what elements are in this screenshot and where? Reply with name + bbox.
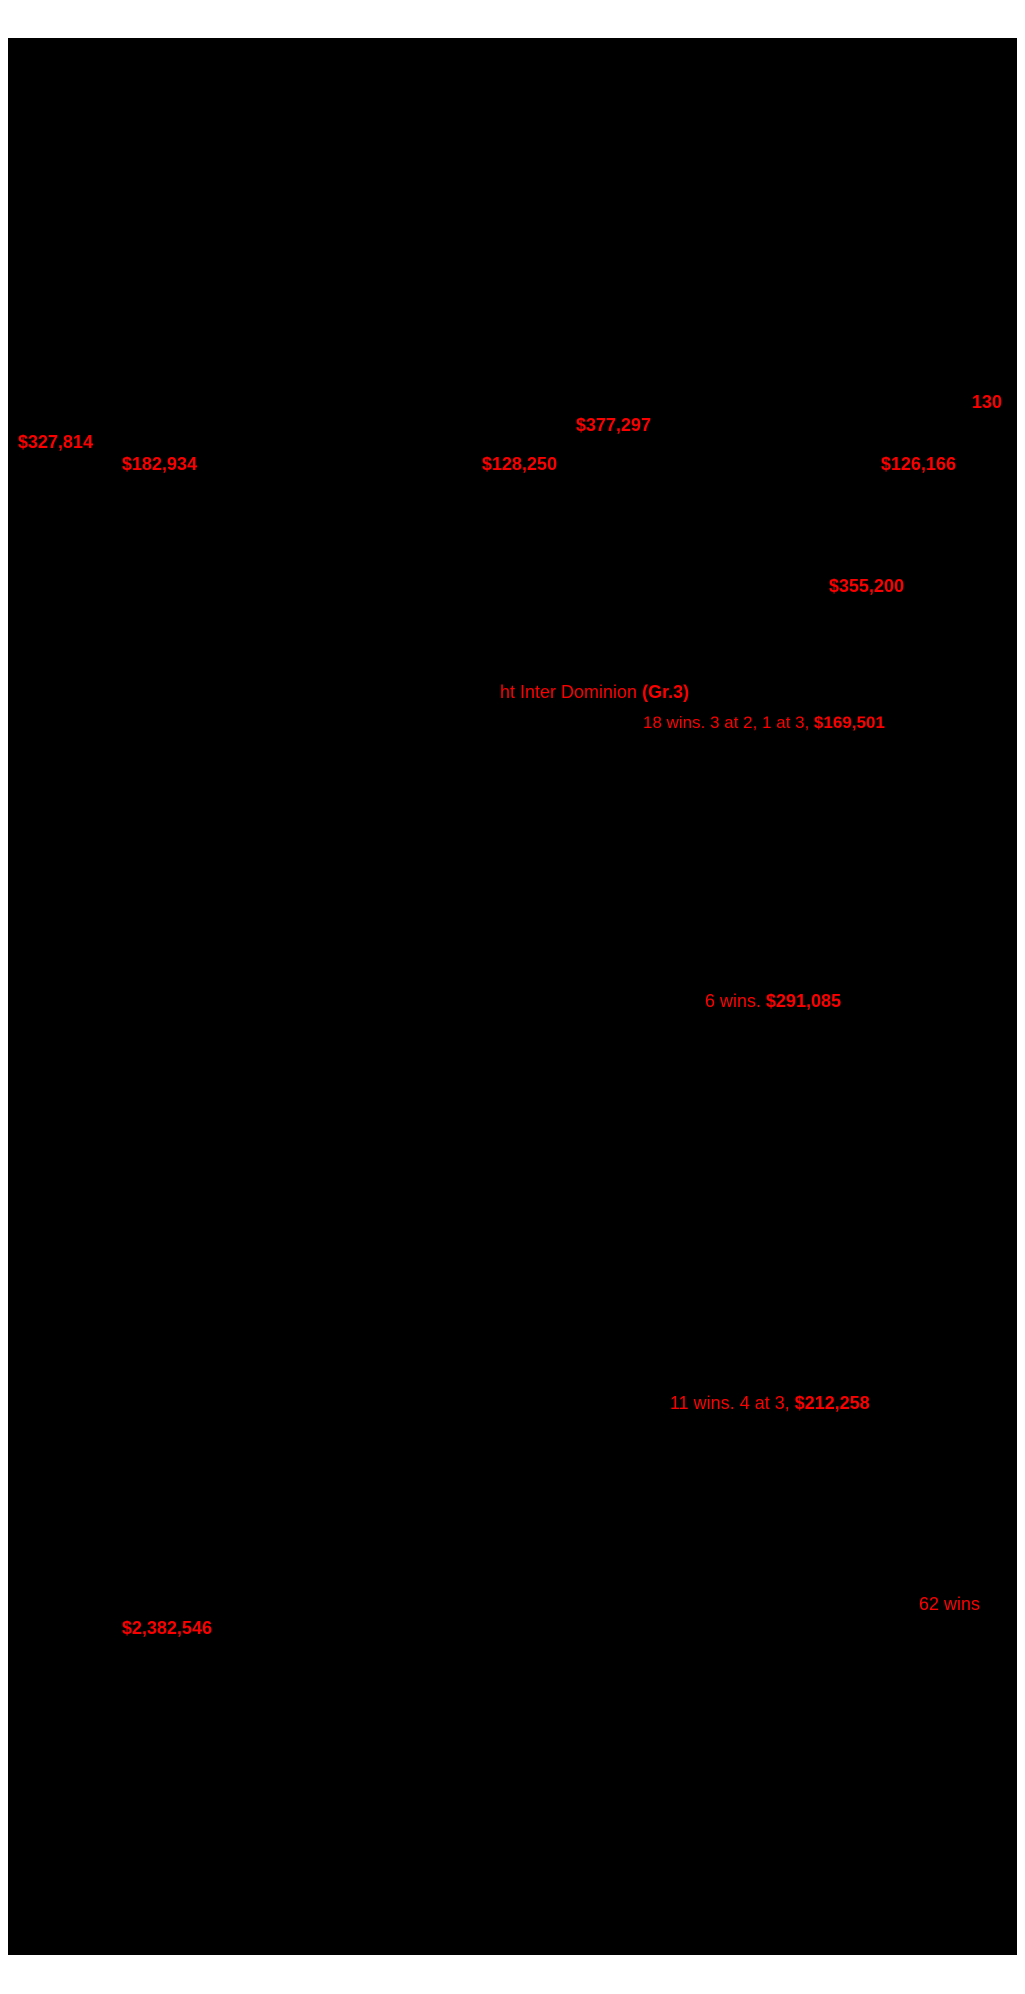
highlighted-text <box>705 992 841 1010</box>
document-surface <box>8 38 1017 1955</box>
highlighted-text: $377,297 <box>576 415 652 435</box>
highlighted-text-segment: $212,258 <box>794 1393 870 1413</box>
highlighted-text <box>643 714 885 731</box>
highlighted-text: $2,382,546 <box>122 1618 213 1638</box>
highlighted-text <box>919 1595 980 1613</box>
highlighted-text: 130 <box>972 392 1003 412</box>
highlighted-text-segment: 11 wins. 4 at 3, <box>670 1393 795 1413</box>
highlighted-text: $327,814 <box>18 432 94 452</box>
highlighted-text: $355,200 <box>829 576 905 596</box>
highlighted-text-segment: 18 wins. 3 at 2, 1 at 3, <box>643 713 815 732</box>
highlighted-text-segment: $169,501 <box>814 713 885 732</box>
highlighted-text: $128,250 <box>482 454 558 474</box>
highlighted-text-segment: $291,085 <box>766 991 842 1011</box>
highlighted-text-segment: wins <box>944 1594 981 1614</box>
highlighted-text: $126,166 <box>881 454 957 474</box>
highlighted-text <box>670 1394 870 1412</box>
highlighted-text-segment: ht Inter Dominion <box>500 682 643 702</box>
highlighted-text <box>500 683 689 701</box>
highlighted-text-segment: 62 <box>919 1594 945 1614</box>
highlighted-text: $182,934 <box>122 454 198 474</box>
highlighted-text-segment: (Gr.3) <box>642 682 690 702</box>
highlighted-text-segment: 6 wins. <box>705 991 767 1011</box>
